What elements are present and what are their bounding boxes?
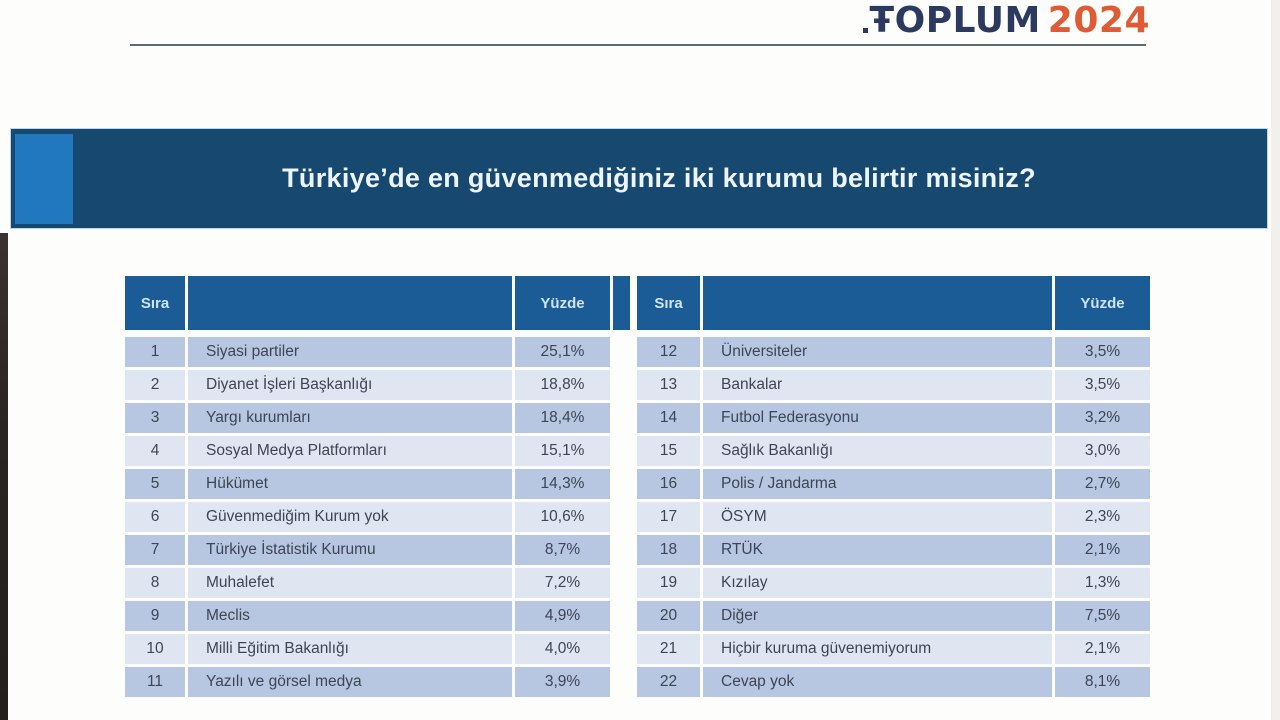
- page-title: Türkiye’de en güvenmediğiniz iki kurumu belirtir misiniz?: [282, 163, 1036, 193]
- rank-cell: 16: [637, 469, 700, 499]
- institution-cell: Türkiye İstatistik Kurumu: [188, 535, 512, 565]
- results-table-right: [637, 276, 1150, 700]
- column-header-institution: [703, 276, 1052, 330]
- rank-cell: 17: [637, 502, 700, 532]
- percent-cell: 2,1%: [1055, 634, 1150, 664]
- table-header-row: [637, 276, 1150, 330]
- institution-cell: ÖSYM: [703, 502, 1052, 532]
- percent-cell: 2,7%: [1055, 469, 1150, 499]
- rank-cell: 18: [637, 535, 700, 565]
- percent-cell: 2,1%: [1055, 535, 1150, 565]
- rank-cell: 6: [125, 502, 185, 532]
- table-row: [637, 337, 1150, 367]
- institution-cell: Meclis: [188, 601, 512, 631]
- table-row: [125, 337, 610, 367]
- rank-cell: 10: [125, 634, 185, 664]
- institution-cell: Yazılı ve görsel medya: [188, 667, 512, 697]
- rank-cell: 12: [637, 337, 700, 367]
- rank-cell: 5: [125, 469, 185, 499]
- institution-cell: Kızılay: [703, 568, 1052, 598]
- rank-cell: 22: [637, 667, 700, 697]
- rank-cell: 2: [125, 370, 185, 400]
- rank-cell: 7: [125, 535, 185, 565]
- percent-cell: 4,0%: [515, 634, 610, 664]
- percent-cell: 1,3%: [1055, 568, 1150, 598]
- institution-cell: Bankalar: [703, 370, 1052, 400]
- table-row: [637, 403, 1150, 433]
- percent-cell: 14,3%: [515, 469, 610, 499]
- institution-cell: Hükümet: [188, 469, 512, 499]
- institution-cell: Cevap yok: [703, 667, 1052, 697]
- institution-cell: Futbol Federasyonu: [703, 403, 1052, 433]
- rank-cell: 9: [125, 601, 185, 631]
- table-row: [125, 535, 610, 565]
- table-row: [637, 667, 1150, 697]
- percent-cell: 8,1%: [1055, 667, 1150, 697]
- rank-cell: 3: [125, 403, 185, 433]
- table-row: [125, 502, 610, 532]
- percent-cell: 7,2%: [515, 568, 610, 598]
- institution-cell: Yargı kurumları: [188, 403, 512, 433]
- table-row: [637, 568, 1150, 598]
- institution-cell: Muhalefet: [188, 568, 512, 598]
- header-gap-block: [613, 276, 630, 330]
- banner-accent-square: [15, 134, 73, 224]
- percent-cell: 3,2%: [1055, 403, 1150, 433]
- institution-cell: Üniversiteler: [703, 337, 1052, 367]
- rank-cell: 13: [637, 370, 700, 400]
- rank-cell: 11: [125, 667, 185, 697]
- institution-cell: Siyasi partiler: [188, 337, 512, 367]
- institution-cell: Sosyal Medya Platformları: [188, 436, 512, 466]
- institution-cell: Diyanet İşleri Başkanlığı: [188, 370, 512, 400]
- institution-cell: Polis / Jandarma: [703, 469, 1052, 499]
- percent-cell: 3,5%: [1055, 370, 1150, 400]
- table-row: [637, 370, 1150, 400]
- logo-text-toplum: ŦOPLUM: [869, 0, 1041, 41]
- percent-cell: 7,5%: [1055, 601, 1150, 631]
- percent-cell: 8,7%: [515, 535, 610, 565]
- rank-cell: 1: [125, 337, 185, 367]
- rank-cell: 14: [637, 403, 700, 433]
- institution-cell: Hiçbir kuruma güvenemiyorum: [703, 634, 1052, 664]
- percent-cell: 2,3%: [1055, 502, 1150, 532]
- table-row: [637, 469, 1150, 499]
- rank-cell: 4: [125, 436, 185, 466]
- institution-cell: Diğer: [703, 601, 1052, 631]
- question-banner: [10, 128, 1268, 229]
- column-header-institution: [188, 276, 512, 330]
- table-header-row: [125, 276, 610, 330]
- table-row: [125, 601, 610, 631]
- institution-cell: Güvenmediğim Kurum yok: [188, 502, 512, 532]
- table-row: [125, 469, 610, 499]
- table-body-right: [637, 337, 1150, 697]
- logo-dot: [863, 28, 868, 33]
- percent-cell: 10,6%: [515, 502, 610, 532]
- percent-cell: 4,9%: [515, 601, 610, 631]
- rank-cell: 20: [637, 601, 700, 631]
- left-edge-strip: [0, 233, 8, 720]
- table-body-left: [125, 337, 610, 697]
- table-row: [125, 667, 610, 697]
- percent-cell: 25,1%: [515, 337, 610, 367]
- toplum-2024-logo: [870, 0, 1150, 41]
- table-row: [125, 634, 610, 664]
- table-row: [125, 568, 610, 598]
- right-edge-strip: [1271, 0, 1280, 720]
- column-header-sira: Sıra: [125, 276, 185, 330]
- table-row: [125, 436, 610, 466]
- logo-text-year: 2024: [1047, 0, 1150, 41]
- institution-cell: Sağlık Bakanlığı: [703, 436, 1052, 466]
- percent-cell: 3,0%: [1055, 436, 1150, 466]
- header-divider-line: [130, 44, 1146, 46]
- rank-cell: 21: [637, 634, 700, 664]
- table-row: [637, 535, 1150, 565]
- percent-cell: 3,5%: [1055, 337, 1150, 367]
- percent-cell: 15,1%: [515, 436, 610, 466]
- column-header-yuzde: Yüzde: [515, 276, 610, 330]
- table-row: [125, 370, 610, 400]
- institution-cell: RTÜK: [703, 535, 1052, 565]
- table-row: [637, 436, 1150, 466]
- column-header-yuzde: Yüzde: [1055, 276, 1150, 330]
- rank-cell: 15: [637, 436, 700, 466]
- rank-cell: 8: [125, 568, 185, 598]
- percent-cell: 18,8%: [515, 370, 610, 400]
- column-header-sira: Sıra: [637, 276, 700, 330]
- percent-cell: 18,4%: [515, 403, 610, 433]
- table-row: [637, 502, 1150, 532]
- table-row: [637, 634, 1150, 664]
- percent-cell: 3,9%: [515, 667, 610, 697]
- results-table-left: [125, 276, 610, 700]
- table-row: [637, 601, 1150, 631]
- table-row: [125, 403, 610, 433]
- institution-cell: Milli Eğitim Bakanlığı: [188, 634, 512, 664]
- rank-cell: 19: [637, 568, 700, 598]
